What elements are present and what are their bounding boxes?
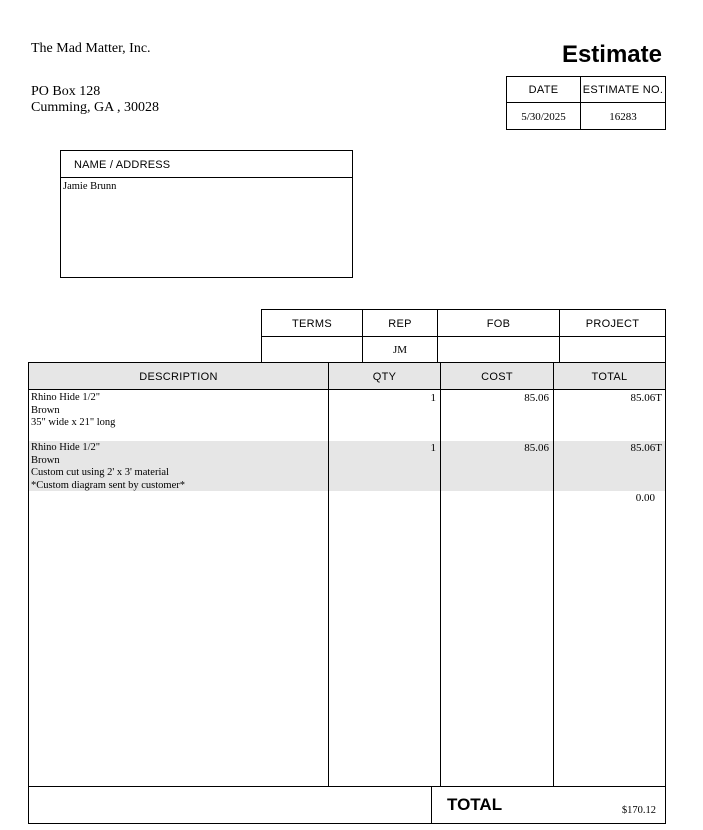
item-2-line-4: *Custom diagram sent by customer* bbox=[31, 479, 185, 491]
item-1-line-2: Brown bbox=[31, 404, 60, 416]
item-2-qty: 1 bbox=[430, 442, 436, 454]
item-2-cost: 85.06 bbox=[524, 442, 549, 454]
cost-header: COST bbox=[481, 371, 513, 383]
item-1-line-3: 35" wide x 21" long bbox=[31, 417, 116, 428]
item-1-cost: 85.06 bbox=[524, 392, 549, 404]
name-address-label: NAME / ADDRESS bbox=[74, 159, 171, 171]
items-table bbox=[28, 362, 666, 787]
company-name: The Mad Matter, Inc. bbox=[31, 41, 151, 56]
item-1-total: 85.06T bbox=[630, 392, 662, 404]
total-header: TOTAL bbox=[591, 371, 628, 383]
item-2-line-2: Brown bbox=[31, 454, 60, 466]
item-2-total: 85.06T bbox=[630, 442, 662, 454]
company-address-line1: PO Box 128 bbox=[31, 84, 101, 99]
project-label: PROJECT bbox=[585, 318, 640, 330]
subtotal-value: 0.00 bbox=[635, 492, 655, 504]
total-label: TOTAL bbox=[447, 795, 503, 814]
estimate-no-label: ESTIMATE NO. bbox=[582, 84, 664, 96]
terms-label: TERMS bbox=[292, 318, 332, 330]
document-title: Estimate bbox=[561, 41, 662, 68]
estimate-no-value: 16283 bbox=[609, 111, 637, 123]
item-1-description bbox=[31, 392, 115, 430]
qty-header: QTY bbox=[372, 371, 397, 383]
item-2-line-3: Custom cut using 2' x 3' material bbox=[31, 467, 169, 478]
company-address-line2: Cumming, GA , 30028 bbox=[31, 100, 159, 115]
item-1-line-1: Rhino Hide 1/2" bbox=[31, 392, 101, 403]
total-value: $170.12 bbox=[621, 805, 656, 816]
item-2-line-1: Rhino Hide 1/2" bbox=[31, 442, 101, 453]
item-1-qty: 1 bbox=[430, 392, 436, 404]
item-2-description bbox=[31, 442, 185, 492]
date-label: DATE bbox=[528, 84, 559, 96]
rep-label: REP bbox=[388, 318, 412, 330]
description-header: DESCRIPTION bbox=[139, 371, 218, 383]
rep-value: JM bbox=[392, 344, 408, 356]
name-address-value: Jamie Brunn bbox=[63, 181, 117, 192]
date-value: 5/30/2025 bbox=[521, 111, 566, 123]
fob-label: FOB bbox=[486, 318, 511, 330]
